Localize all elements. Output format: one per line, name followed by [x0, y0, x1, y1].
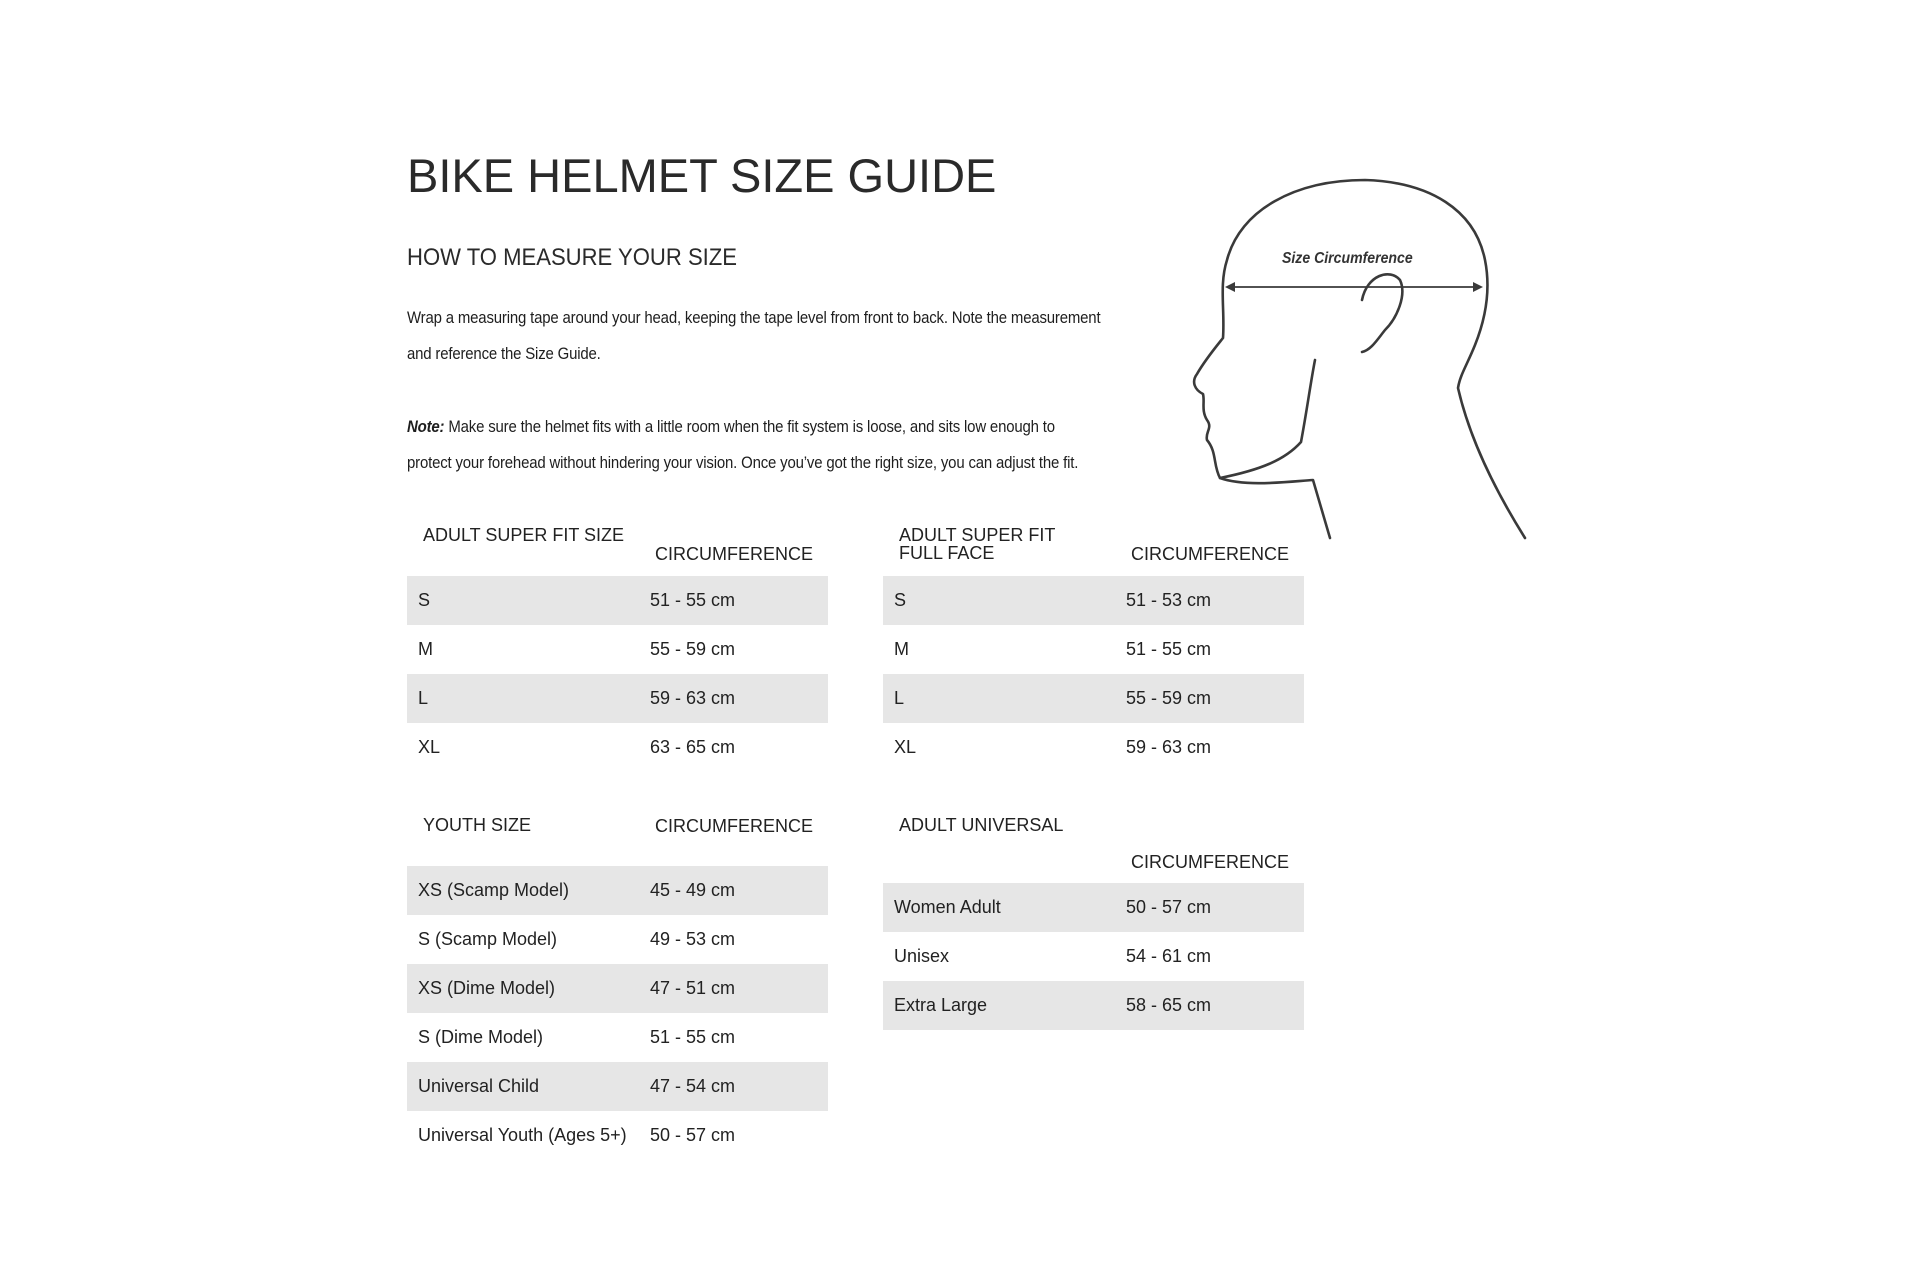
- page-title: BIKE HELMET SIZE GUIDE: [407, 149, 997, 202]
- circumference-cell: 45 - 49 cm: [650, 880, 736, 900]
- size-cell: Universal Youth (Ages 5+): [418, 1125, 627, 1145]
- size-cell: Women Adult: [894, 897, 1001, 917]
- table-row: [407, 576, 828, 625]
- adult-full-face-table: [883, 516, 1304, 772]
- size-cell: M: [894, 639, 909, 659]
- table-row: [883, 723, 1304, 772]
- note-paragraph: [407, 409, 1078, 481]
- size-column-header: ADULT SUPER FIT SIZE: [423, 525, 625, 545]
- size-cell: S: [894, 590, 907, 610]
- circumference-column-header: CIRCUMFERENCE: [655, 816, 814, 836]
- circumference-cell: 47 - 54 cm: [650, 1076, 736, 1096]
- circumference-column-header: CIRCUMFERENCE: [655, 544, 814, 564]
- jaw-line: [1220, 360, 1315, 478]
- size-cell: XS (Scamp Model): [418, 880, 570, 900]
- section-subtitle: HOW TO MEASURE YOUR SIZE: [407, 244, 738, 271]
- head-outline: [1194, 180, 1525, 538]
- instructions-line-2: and reference the Size Guide.: [407, 344, 601, 363]
- circumference-cell: 50 - 57 cm: [1126, 897, 1212, 917]
- size-cell: Universal Child: [418, 1076, 540, 1096]
- table-header: [407, 516, 828, 576]
- size-cell: L: [894, 688, 905, 708]
- table-row: [407, 723, 828, 772]
- circumference-arrow: [1225, 282, 1483, 292]
- table-row: [883, 981, 1304, 1030]
- table-header: [883, 516, 1304, 576]
- circumference-cell: 58 - 65 cm: [1126, 995, 1212, 1015]
- note-line-1: [407, 409, 1078, 445]
- table-row: [883, 932, 1304, 981]
- size-column-header: YOUTH SIZE: [423, 815, 532, 835]
- circumference-column-header: CIRCUMFERENCE: [1131, 852, 1290, 872]
- table-header: [407, 806, 828, 866]
- circumference-cell: 51 - 53 cm: [1126, 590, 1212, 610]
- circumference-cell: 59 - 63 cm: [1126, 737, 1212, 757]
- circumference-cell: 51 - 55 cm: [650, 1027, 736, 1047]
- table-row: [407, 866, 828, 915]
- instructions-paragraph: [407, 300, 1100, 372]
- size-cell: XL: [418, 737, 441, 757]
- circumference-cell: 55 - 59 cm: [650, 639, 736, 659]
- size-cell: XL: [894, 737, 917, 757]
- table-row: [407, 625, 828, 674]
- circumference-cell: 55 - 59 cm: [1126, 688, 1212, 708]
- head-profile-icon: [1175, 170, 1535, 540]
- size-column-header: ADULT UNIVERSAL: [899, 815, 1064, 835]
- size-cell: Unisex: [894, 946, 950, 966]
- circumference-cell: 51 - 55 cm: [650, 590, 736, 610]
- circumference-cell: 54 - 61 cm: [1126, 946, 1212, 966]
- instructions-line-1: Wrap a measuring tape around your head, keeping the tape level from front to back. Note the measurement: [407, 308, 1101, 327]
- circumference-cell: 59 - 63 cm: [650, 688, 736, 708]
- youth-size-table: [407, 806, 828, 1160]
- size-cell: M: [418, 639, 433, 659]
- circumference-cell: 47 - 51 cm: [650, 978, 736, 998]
- table-row: [883, 674, 1304, 723]
- size-circumference-label: Size Circumference: [1282, 250, 1413, 267]
- adult-super-fit-table: [407, 516, 828, 772]
- table-row: [407, 964, 828, 1013]
- size-cell: Extra Large: [894, 995, 988, 1015]
- size-cell: S: [418, 590, 431, 610]
- note-text-1: Make sure the helmet fits with a little room when the fit system is loose, and sits low enough to: [444, 417, 1055, 436]
- circumference-cell: 49 - 53 cm: [650, 929, 736, 949]
- note-label: Note:: [407, 417, 445, 436]
- circumference-cell: 51 - 55 cm: [1126, 639, 1212, 659]
- table-row: [883, 576, 1304, 625]
- size-cell: S (Scamp Model): [418, 929, 558, 949]
- table-row: [407, 1062, 828, 1111]
- circumference-cell: 63 - 65 cm: [650, 737, 736, 757]
- table-header: [883, 806, 1304, 883]
- size-cell: XS (Dime Model): [418, 978, 556, 998]
- table-row: [883, 883, 1304, 932]
- table-row: [407, 1111, 828, 1160]
- table-row: [407, 674, 828, 723]
- table-row: [407, 915, 828, 964]
- adult-universal-table: [883, 806, 1304, 1030]
- circumference-cell: 50 - 57 cm: [650, 1125, 736, 1145]
- size-column-header: ADULT SUPER FIT FULL FACE: [899, 525, 1056, 563]
- note-line-2: protect your forehead without hindering your vision. Once you’ve got the right size, you can adjust the fit.: [407, 453, 1079, 472]
- circumference-column-header: CIRCUMFERENCE: [1131, 544, 1290, 564]
- table-row: [883, 625, 1304, 674]
- size-cell: L: [418, 688, 429, 708]
- table-row: [407, 1013, 828, 1062]
- size-cell: S (Dime Model): [418, 1027, 544, 1047]
- ear-outline: [1362, 274, 1402, 352]
